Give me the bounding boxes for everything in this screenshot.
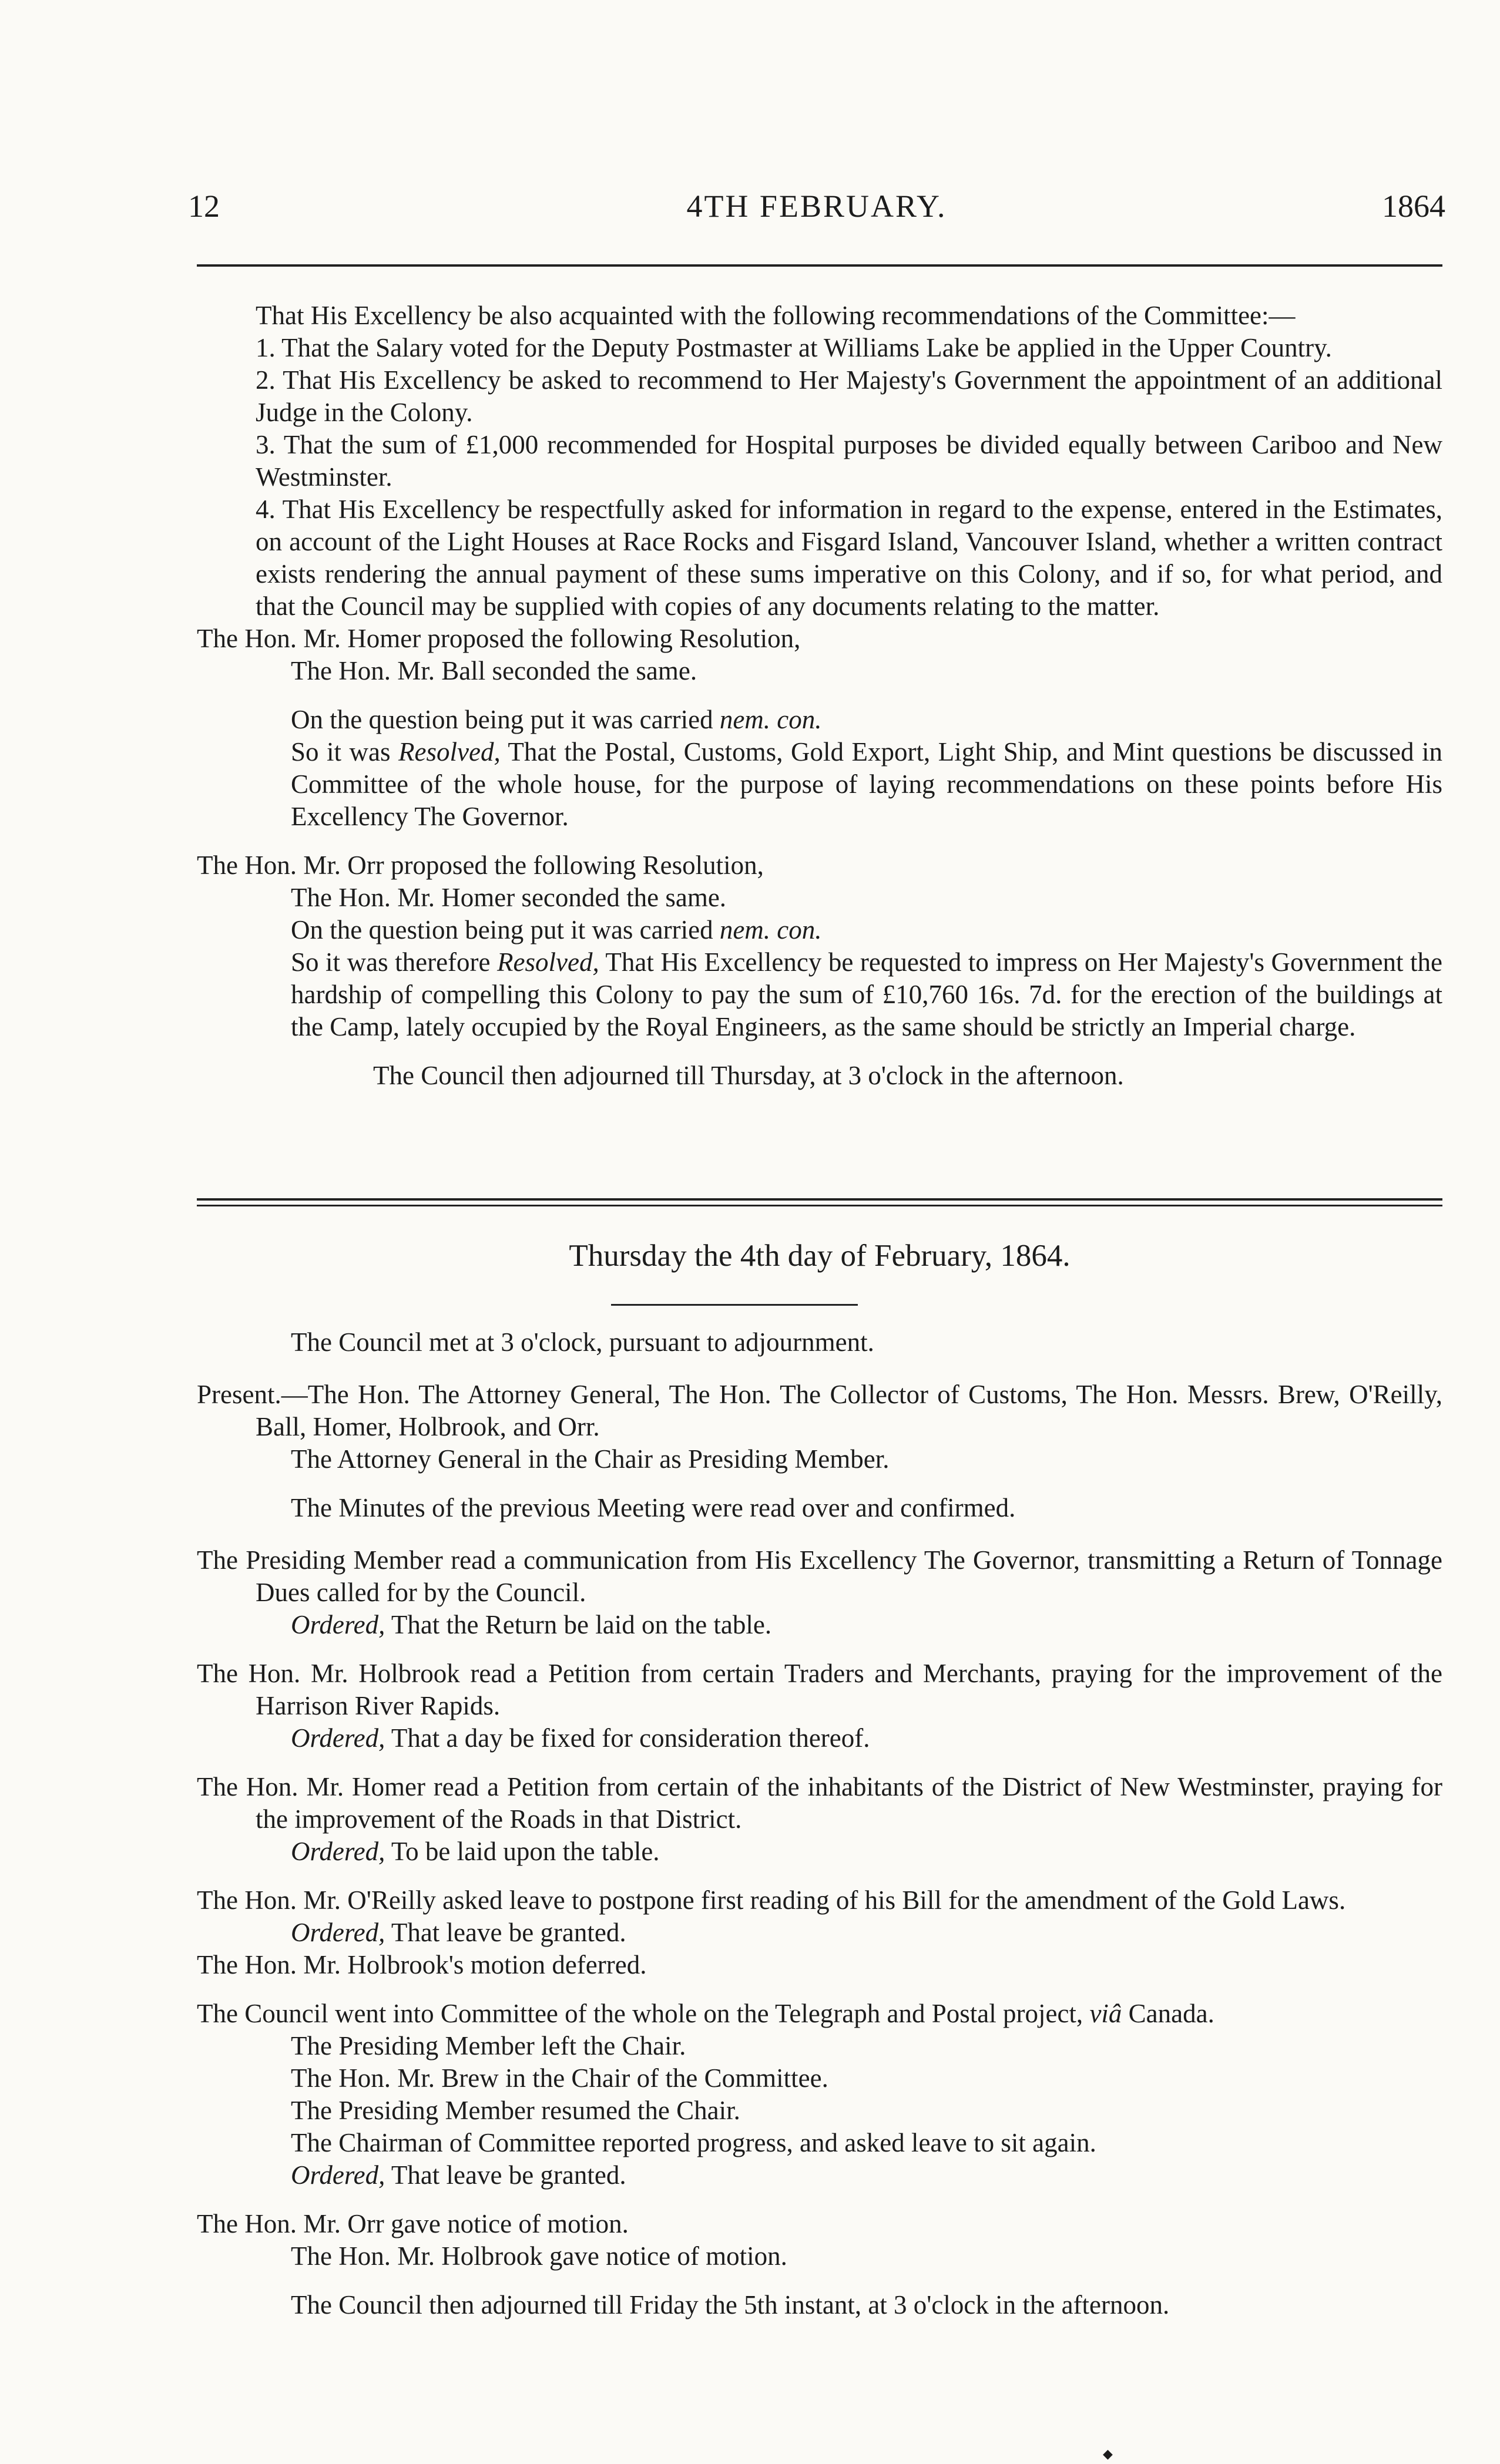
order: Ordered, To be laid upon the table. bbox=[291, 1837, 660, 1866]
resolution: So it was Resolved, That the Postal, Customs, Gold Export, Light Ship, and Mint questions be discussed in Committee of the whole house, for the purpose of laying recommendations on these points before His Excellency The Governor. bbox=[291, 737, 1442, 831]
paragraph: The Hon. Mr. O'Reilly asked leave to postpone first reading of his Bill for the amendment of the Gold Laws. bbox=[197, 1885, 1346, 1915]
paragraph: The Hon. Mr. Homer proposed the following Resolution, bbox=[197, 624, 801, 653]
recommendation-4: 4. That His Excellency be respectfully asked for information in regard to the expense, entered in the Estimates, on account of the Light Houses at Race Rocks and Fisgard Island, Vancouver Island, whether a written contract exists rendering the annual payment of these sums imperative on this Colony, and if so, for what period, and that the Council may be supplied with copies of any documents relating to the matter. bbox=[256, 495, 1442, 621]
header-rule bbox=[197, 264, 1442, 267]
paragraph: The Minutes of the previous Meeting were read over and confirmed. bbox=[291, 1493, 1016, 1522]
paragraph: That His Excellency be also acquainted with the following recommendations of the Committee:— bbox=[256, 301, 1296, 330]
resolution: So it was therefore Resolved, That His Excellency be requested to impress on Her Majesty's Government the hardship of compelling this Colony to pay the sum of £10,760 16s. 7d. for the erection of the buildings at the Camp, lately occupied by the Royal Engineers, as the same should be strictly an Imperial charge. bbox=[291, 947, 1442, 1041]
petition: The Hon. Mr. Holbrook read a Petition from certain Traders and Merchants, praying for the improvement of the Harrison River Rapids. bbox=[197, 1659, 1442, 1720]
order: Ordered, That leave be granted. bbox=[291, 2160, 626, 2190]
meeting-heading: Thursday the 4th day of February, 1864. bbox=[569, 1239, 1071, 1273]
section-double-rule bbox=[197, 1198, 1442, 1208]
recommendation-1: 1. That the Salary voted for the Deputy Postmaster at Williams Lake be applied in the Upper Country. bbox=[256, 333, 1332, 362]
paragraph: The Presiding Member left the Chair. bbox=[291, 2031, 686, 2060]
order: Ordered, That leave be granted. bbox=[291, 1918, 626, 1947]
recommendation-3: 3. That the sum of £1,000 recommended for Hospital purposes be divided equally between Cariboo and New Westminster. bbox=[256, 430, 1442, 492]
paragraph: The Presiding Member resumed the Chair. bbox=[291, 2096, 740, 2125]
paragraph: On the question being put it was carried nem. con. bbox=[291, 705, 822, 734]
paragraph: The Council met at 3 o'clock, pursuant to adjournment. bbox=[291, 1327, 874, 1357]
paragraph: The Hon. Mr. Ball seconded the same. bbox=[291, 656, 697, 685]
notice: The Hon. Mr. Orr gave notice of motion. bbox=[197, 2209, 629, 2238]
petition: The Hon. Mr. Homer read a Petition from certain of the inhabitants of the District of New Westminster, praying for the improvement of the Roads in that District. bbox=[197, 1772, 1442, 1834]
committee: The Council went into Committee of the whole on the Telegraph and Postal project, viâ Canada. bbox=[197, 1999, 1214, 2028]
minutes-part-one bbox=[197, 300, 1442, 1092]
page-year: 1864 bbox=[1382, 189, 1445, 224]
paragraph: The Hon. Mr. Orr proposed the following Resolution, bbox=[197, 851, 764, 880]
page-number: 12 bbox=[188, 189, 220, 224]
running-head bbox=[188, 188, 1445, 235]
paragraph: The Hon. Mr. Brew in the Chair of the Committee. bbox=[291, 2063, 828, 2093]
order: Ordered, That the Return be laid on the table. bbox=[291, 1610, 772, 1639]
recommendation-2: 2. That His Excellency be asked to recommend to Her Majesty's Government the appointment of an additional Judge in the Colony. bbox=[256, 365, 1442, 427]
page-ornament-mark: ◆ bbox=[1103, 2446, 1113, 2461]
attendance: Present.—The Hon. The Attorney General, The Hon. The Collector of Customs, The Hon. Messrs. Brew, O'Reilly, Ball, Homer, Holbrook, and Orr. bbox=[197, 1380, 1442, 1441]
notice: The Hon. Mr. Holbrook gave notice of motion. bbox=[291, 2241, 787, 2271]
adjournment: The Council then adjourned till Thursday, at 3 o'clock in the afternoon. bbox=[373, 1061, 1124, 1090]
paragraph: The Hon. Mr. Holbrook's motion deferred. bbox=[197, 1950, 647, 1979]
paragraph: The Chairman of Committee reported progress, and asked leave to sit again. bbox=[291, 2128, 1096, 2157]
minutes-part-two bbox=[197, 1326, 1442, 2321]
paragraph: The Hon. Mr. Homer seconded the same. bbox=[291, 883, 727, 912]
adjournment: The Council then adjourned till Friday the 5th instant, at 3 o'clock in the afternoon. bbox=[291, 2290, 1170, 2320]
page-date-title: 4TH FEBRUARY. bbox=[686, 189, 947, 224]
communication: The Presiding Member read a communication from His Excellency The Governor, transmitting a Return of Tonnage Dues called for by the Council. bbox=[197, 1545, 1442, 1607]
order: Ordered, That a day be fixed for consideration thereof. bbox=[291, 1723, 870, 1753]
paragraph: On the question being put it was carried nem. con. bbox=[291, 915, 822, 944]
heading-rule bbox=[611, 1304, 858, 1306]
paragraph: The Attorney General in the Chair as Presiding Member. bbox=[291, 1444, 890, 1474]
